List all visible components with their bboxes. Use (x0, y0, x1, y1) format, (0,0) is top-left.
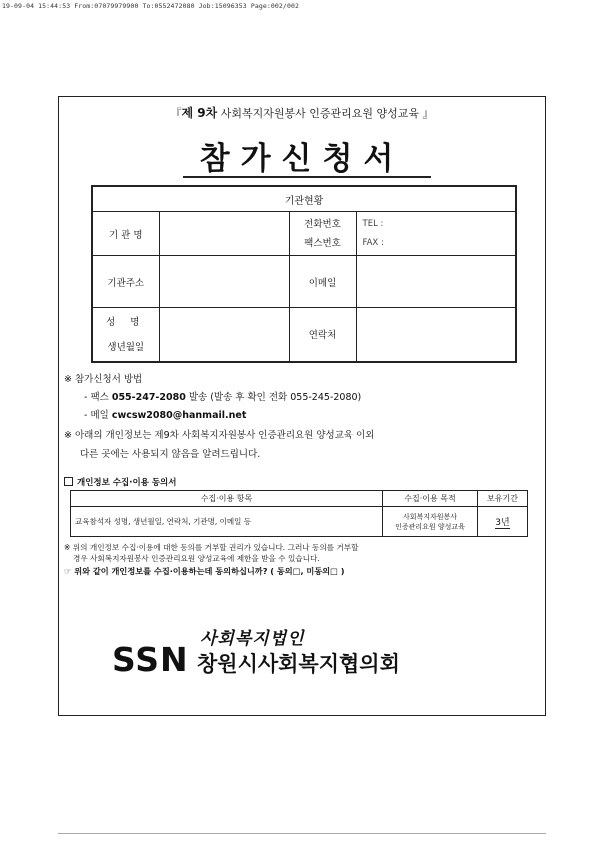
purpose-line1: 사회복지자원봉사 (402, 512, 458, 521)
name-birth-labels (92, 308, 159, 362)
consent-col-purpose: 수집·이용 목적 (383, 491, 478, 507)
method-mail (84, 407, 246, 421)
birth-label: 생년월일 (107, 342, 145, 354)
org-name-label: 기 관 명 (92, 212, 159, 256)
refusal-note-line1: ※ 위의 개인정보 수집·이용에 대한 동의를 거부할 권리가 있습니다. 그러나 동의를 거부할 (64, 543, 359, 552)
consent-heading (64, 476, 176, 488)
mail-address: cwcsw2080@hanmail.net (111, 410, 247, 421)
email-field[interactable] (356, 256, 516, 308)
address-field[interactable] (159, 256, 289, 308)
contact-label: 연락처 (289, 308, 356, 362)
period-value: 3년 (495, 518, 510, 528)
section-header: 기관현황 (92, 186, 516, 212)
fax-line-suffix: 발송 (발송 후 확인 전화 055-245-2080) (185, 392, 362, 403)
bottom-divider (58, 833, 546, 834)
consent-items: 교육참석자 성명, 생년월일, 연락처, 기관명, 이메일 등 (71, 507, 383, 537)
title-underline (183, 176, 431, 178)
open-bracket: 『 (170, 107, 182, 120)
course-name: 사회복지자원봉사 인증관리요원 양성교육 (217, 107, 419, 120)
mail-line-prefix: - 메일 (84, 410, 112, 421)
course-round: 제 9차 (181, 106, 218, 120)
fax-line-prefix: - 팩스 (84, 392, 112, 403)
logo-subtitle: 사회복지법인 (200, 629, 305, 649)
consent-purpose (383, 507, 478, 537)
fax-prefix: FAX : (362, 237, 384, 248)
consent-table (70, 490, 528, 537)
consent-heading-text: 개인정보 수집·이용 동의서 (77, 478, 177, 488)
contact-field[interactable] (356, 308, 516, 362)
course-title (58, 104, 546, 121)
tel-prefix: TEL : (362, 218, 384, 229)
consent-col-items: 수집·이용 항목 (71, 491, 383, 507)
ssn-logo: SSN (112, 640, 189, 679)
address-label: 기관주소 (92, 256, 159, 308)
consent-period (478, 507, 528, 537)
phone-fax-field[interactable] (356, 212, 516, 256)
fax-label: 팩스번호 (304, 237, 341, 249)
purpose-line2: 인증관리요원 양성교육 (395, 522, 465, 531)
method-fax (84, 389, 361, 403)
method-heading: ※ 참가신청서 방법 (64, 374, 143, 385)
org-name-field[interactable] (159, 212, 289, 256)
fax-header: 19-09-04 15:44:53 From:07079979900 To:0552472080 Job:15096353 Page:002/002 (2, 2, 299, 10)
consent-col-period: 보유기간 (478, 491, 528, 507)
privacy-note-line2: 다른 곳에는 사용되지 않음을 알려드립니다. (80, 449, 261, 460)
name-birth-field[interactable] (159, 308, 289, 362)
page-title: 참가신청서 (199, 141, 405, 177)
organization-name: 창원시사회복지협의회 (197, 652, 400, 676)
organization-info-table (91, 185, 517, 363)
checkbox-icon (64, 477, 73, 486)
phone-label: 전화번호 (304, 218, 341, 230)
refusal-note-line2: 경우 사회복지자원봉사 인증관리요원 양성교육에 제한을 받을 수 있습니다. (73, 554, 320, 563)
name-label: 성 명 (106, 317, 146, 329)
privacy-note-line1: ※ 아래의 개인정보는 제9차 사회복지자원봉사 인증관리요원 양성교육 이외 (64, 430, 375, 441)
refusal-note (64, 542, 534, 564)
phone-fax-labels (289, 212, 356, 256)
consent-question: ☞ 위와 같이 개인정보를 수집·이용하는데 동의하십니까? ( 동의□, 미동의□ ) (64, 566, 345, 576)
close-bracket: 』 (418, 107, 434, 120)
email-label: 이메일 (289, 256, 356, 308)
fax-number: 055-247-2080 (111, 392, 186, 403)
